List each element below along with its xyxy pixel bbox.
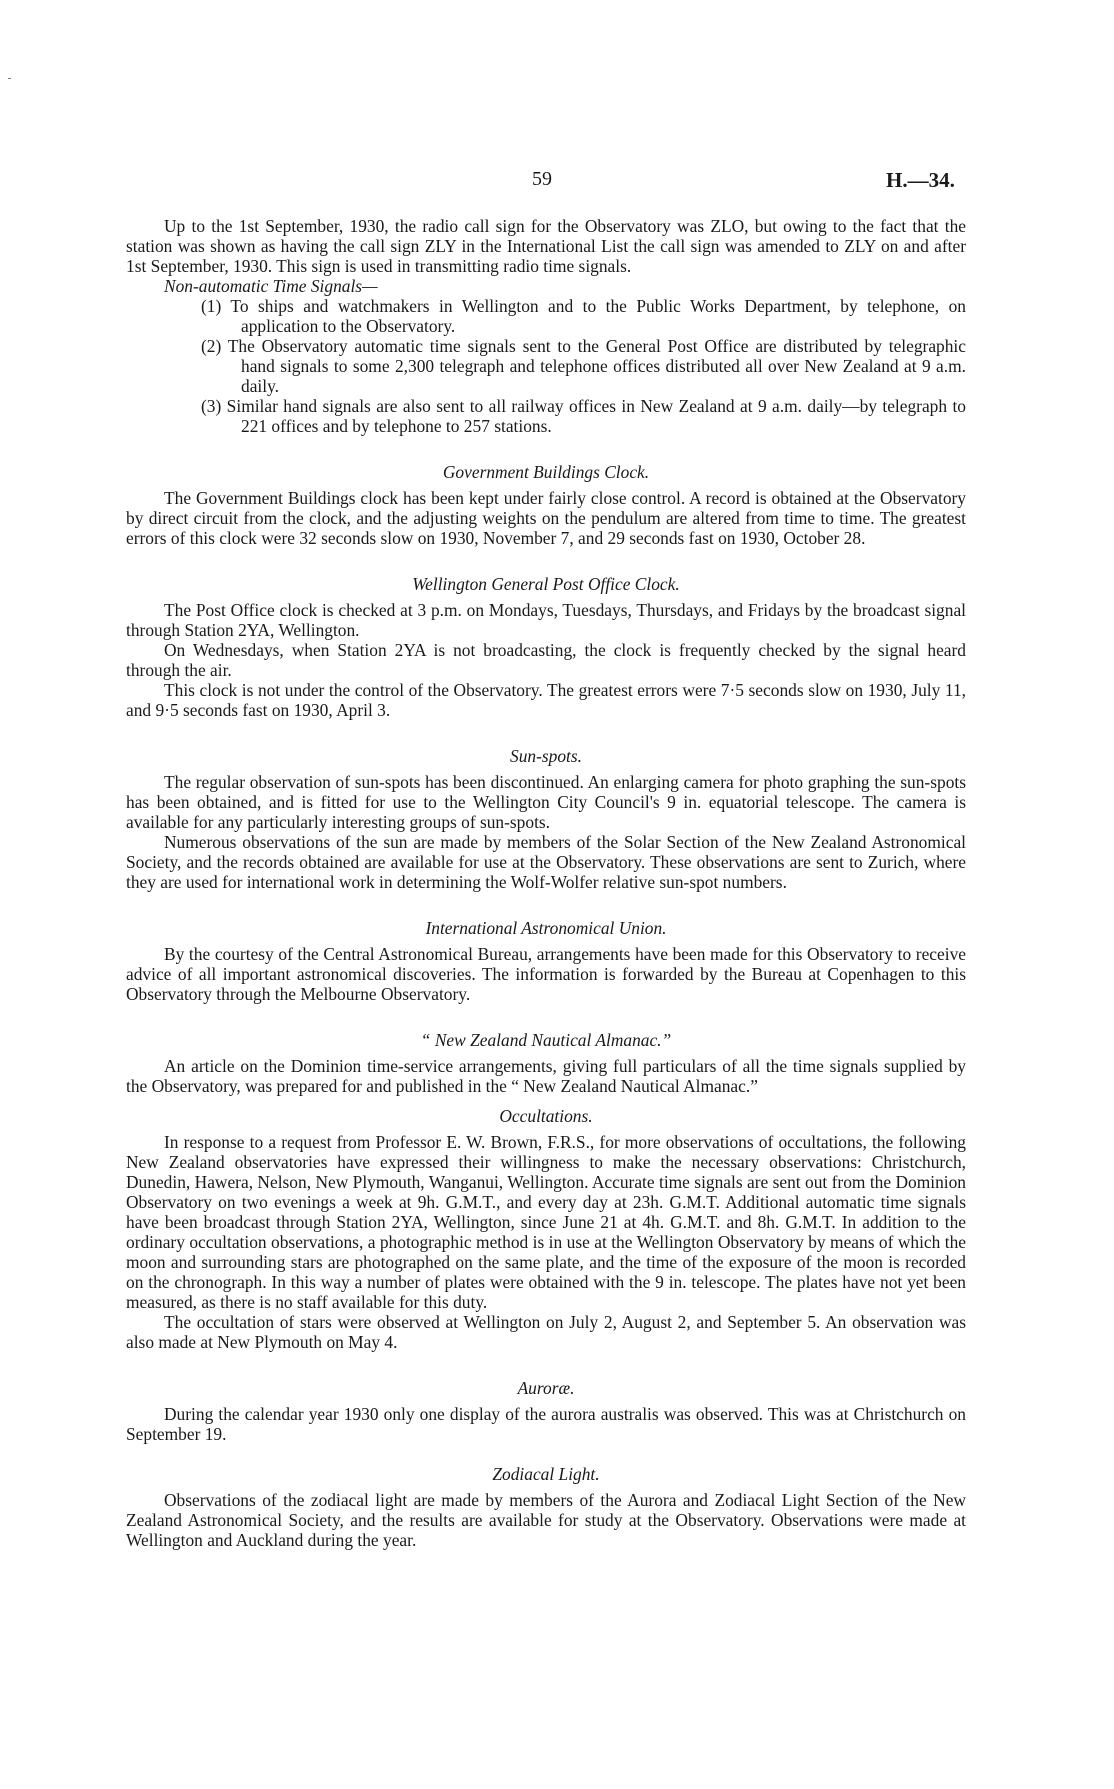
- zodiacal-paragraph: Observations of the zodiacal light are made by members of the Aurora and Zodiacal Light Section of the New Zealand Astronomical Society, and the results are available for study at the Observatory. Observations were made at Wellington and Auckland during the year.: [126, 1490, 966, 1550]
- list-item: (3) Similar hand signals are also sent to all railway offices in New Zealand at 9 a.m. daily—by telegraph to 221 offices and by telephone to 257 stations.: [201, 396, 966, 436]
- iau-paragraph: By the courtesy of the Central Astronomical Bureau, arrangements have been made for this Observatory to receive advice of all important astronomical discoveries. The information is forwarded by the Bureau at Copenhagen to this Observatory through the Melbourne Observatory.: [126, 944, 966, 1004]
- gov-clock-heading: Government Buildings Clock.: [442, 462, 650, 482]
- gpo-clock-paragraph-3: This clock is not under the control of the Observatory. The greatest errors were 7·5 seconds slow on 1930, July 11, and 9·5 seconds fast on 1930, April 3.: [126, 680, 966, 720]
- occultations-paragraph-2: The occultation of stars were observed at Wellington on July 2, August 2, and September 5. An observation was also made at New Plymouth on May 4.: [126, 1312, 966, 1352]
- sunspots-heading: Sun-spots.: [510, 746, 582, 766]
- gpo-clock-heading: Wellington General Post Office Clock.: [412, 574, 680, 594]
- occultations-paragraph-1: In response to a request from Professor E. W. Brown, F.R.S., for more observations of occultations, the following New Zealand observatories have expressed their willingness to make the necessary observations: Christchurch, Dunedin, Hawera, Nelson, New Plymouth, Wanganui, Wellington. Accurate time signals are sent out from the Dominion Observatory on two evenings a week at 9h. G.M.T., and every day at 23h. G.M.T. Additional automatic time signals have been broadcast through Station 2YA, Wellington, since June 21 at 4h. G.M.T. and 8h. G.M.T. In addition to the ordinary occultation observations, a photographic method is in use at the Wellington Observatory by means of which the moon and surrounding stars are photographed on the same plate, and the time of the exposure of the moon is recorded on the chronograph. In this way a number of plates were obtained with the 9 in. telescope. The plates have not yet been measured, as there is no staff available for this duty.: [126, 1132, 966, 1312]
- gpo-clock-paragraph-2: On Wednesdays, when Station 2YA is not broadcasting, the clock is frequently checked by the signal heard through the air.: [126, 640, 966, 680]
- occultations-heading: Occultations.: [499, 1106, 593, 1126]
- gpo-clock-paragraph-1: The Post Office clock is checked at 3 p.m. on Mondays, Tuesdays, Thursdays, and Fridays by the broadcast signal through Station 2YA, Wellington.: [126, 600, 966, 640]
- list-item: (1) To ships and watchmakers in Wellington and to the Public Works Department, by telephone, on application to the Observatory.: [201, 296, 966, 336]
- body-text: [126, 216, 966, 1550]
- iau-heading: International Astronomical Union.: [425, 918, 667, 938]
- page-number: 59: [532, 168, 552, 190]
- gov-clock-paragraph: The Government Buildings clock has been kept under fairly close control. A record is obtained at the Observatory by direct circuit from the clock, and the adjusting weights on the pendulum are altered from time to time. The greatest errors of this clock were 32 seconds slow on 1930, November 7, and 29 seconds fast on 1930, October 28.: [126, 488, 966, 548]
- time-signals-subheading: Non-automatic Time Signals—: [164, 276, 378, 296]
- sunspots-paragraph-1: The regular observation of sun-spots has been discontinued. An enlarging camera for photo graphing the sun-spots has been obtained, and is fitted for use to the Wellington City Council's 9 in. equatorial telescope. The camera is available for any particularly interesting groups of sun-spots.: [126, 772, 966, 832]
- intro-paragraph: Up to the 1st September, 1930, the radio call sign for the Observatory was ZLO, but owing to the fact that the station was shown as having the call sign ZLY in the International List the call sign was amended to ZLY on and after 1st September, 1930. This sign is used in transmitting radio time signals.: [126, 216, 966, 276]
- zodiacal-heading: Zodiacal Light.: [492, 1464, 600, 1484]
- scan-speck: [8, 78, 11, 79]
- almanac-paragraph: An article on the Dominion time-service arrangements, giving full particulars of all the time signals supplied by the Observatory, was prepared for and published in the “ New Zealand Nautical Almanac.”: [126, 1056, 966, 1096]
- document-code: H.—34.: [886, 168, 955, 192]
- time-signals-list: [201, 296, 966, 436]
- aurorae-heading: Auroræ.: [517, 1378, 575, 1398]
- aurorae-paragraph: During the calendar year 1930 only one display of the aurora australis was observed. This was at Christchurch on September 19.: [126, 1404, 966, 1444]
- almanac-heading: “ New Zealand Nautical Almanac.”: [420, 1030, 672, 1050]
- sunspots-paragraph-2: Numerous observations of the sun are made by members of the Solar Section of the New Zealand Astronomical Society, and the records obtained are available for use at the Observatory. These observations are sent to Zurich, where they are used for international work in determining the Wolf-Wolfer relative sun-spot numbers.: [126, 832, 966, 892]
- list-item: (2) The Observatory automatic time signals sent to the General Post Office are distributed by telegraphic hand signals to some 2,300 telegraph and telephone offices distributed all over New Zealand at 9 a.m. daily.: [201, 336, 966, 396]
